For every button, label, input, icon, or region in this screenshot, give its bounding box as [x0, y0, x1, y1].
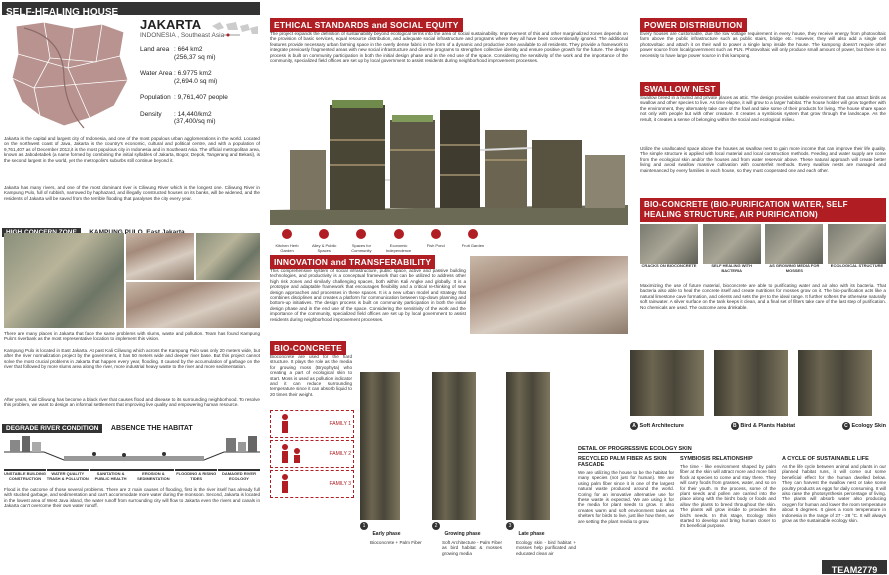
degrade-labels: [4, 469, 260, 481]
stat-row: Density : 14,440/km2 (37,400/sq mi): [140, 110, 216, 125]
kampung-pulo-photo-1: [126, 233, 194, 280]
phase-3-desc: Ecology skin - bird habitat + mosses help purificated and educated clean air: [516, 540, 576, 556]
bacteria-image: [703, 224, 761, 264]
community-icon: [356, 229, 366, 239]
legend-item: B Bird & Plants Habitat: [731, 422, 795, 430]
phase-3-caption: [506, 522, 576, 556]
icon-item: Fish Pond: [419, 226, 453, 253]
family-3-label: FAMILY 3: [329, 481, 351, 487]
phase-1-number: 1: [360, 522, 368, 530]
phase-2-caption: [432, 522, 502, 556]
phase-3-name: Late phase: [518, 531, 545, 537]
phase-3-number: 3: [506, 522, 514, 530]
detail-title: DETAIL OF PROGRESSIVE ECOLOGY SKIN: [578, 446, 692, 452]
degrade-label: SANITATION & PUBLIC HEALTH: [90, 469, 132, 481]
family-2-row: [270, 440, 354, 468]
header-bar: [2, 2, 260, 18]
degrade-label: DAMAGED RIVER ECOLOGY: [218, 469, 260, 481]
legend-item: A Soft Architecture: [630, 422, 684, 430]
phase-2-tower: [432, 372, 476, 520]
cracks-image: [640, 224, 698, 264]
innovation-title: INNOVATION and TRANSFERABILITY: [270, 255, 435, 269]
icon-item: Kitchen Herb Garden: [270, 226, 304, 253]
city-subtitle: INDONESIA , Southeast Asia: [140, 32, 225, 39]
swallow-paragraph-2: Utilize the unallocated space above the houses as swallow nest to gain more income that can improve their life quality. The simple structure is applied with local material and local construction methods. Feeding and water supply are come from the ecological skin and/or the houses and from water reservoir above. These natural approach will create better living and avoid swallow massive cultivation with counterfeit methods. Every swallow nests are managed and maintenanced by every families in each house, so they must cooperated one and each other.: [640, 146, 886, 173]
family-1-label: FAMILY 1: [329, 421, 351, 427]
phase-2-desc: Soft Architecture - Palm Fiber as bird habitat & mosses growing media: [442, 540, 502, 556]
detail-c-image: [798, 350, 872, 416]
herb-garden-icon: [282, 229, 292, 239]
bio-thumb-item: ECOLOGICAL STRUCTURE: [828, 224, 886, 273]
public-space-icon: [319, 229, 329, 239]
family-section-diagram: [270, 410, 354, 500]
ethical-title: ETHICAL STANDARDS and SOCIAL EQUITY: [270, 18, 463, 32]
innovation-render: [470, 256, 628, 334]
ethical-icons: [270, 226, 490, 253]
jakarta-paragraph-2: Jakarta has many rivers, and one of the most dominant river is Ciliwung River which is the longest one. Ciliwung River in Kampung Pulo, full of rubbish, narrowed by haphazard, and illegally constructed houses on its banks, will be widened, and the residents of Jakarta will be saved from the terrible flooding that paralyses the city every year.: [4, 185, 260, 201]
phase-1-name: Early phase: [372, 531, 401, 537]
icon-item: Fruit Garden: [456, 226, 490, 253]
stat-row: Land area : 664 km2 (256,37 sq mi): [140, 46, 216, 61]
family-1-row: [270, 410, 354, 438]
detail-col-2: SYMBIOSIS RELATIONSHIP The time - like environment shaped by palm fiber at the skin will attract more and more bird flock at species to come and stay there. They will carry foods from grasses, water, and so on for their youth. In the process, some of the plant seeds and pollen are carried into the place along with the bird's body or foods and allow the plants to breed throughout the skin. The plants will grow inside to provides the bird's needs. In this stage, Ecology Skin started to develop and bring human closer to it's beneficial purpose.: [680, 456, 776, 529]
detail-col-1: RECYCLED PALM FIBER AS SKIN FASCADE We are utilizing the house to be the habitat for many species (not just for human). We are using palm fiber since it is one of the largest natural waste produced around the world. Coring for an innovative alternative use for these waste is expected. We are using it for the media for plant seeds to grow. It also creates warm and soft environment takes as shelters for birds to live, just like how them, we are setting the plant media to grow.: [578, 456, 674, 524]
detail-legend: [630, 422, 886, 430]
bio-left-paragraph: Bioconcrete are used for the hard structure. It plays the role as the media for growing moss (Bryophyta) who creating a part of ecological skin to start. Moss is used as pollution indicator and it can reduce surrounding temperature since it can absorb liquid to 20 times their weight.: [270, 354, 352, 397]
icon-item: Spaces for Community: [344, 226, 378, 253]
team-badge: [822, 560, 887, 574]
river-section-diagram: [4, 430, 260, 468]
bio-right-thumbs: [640, 224, 886, 273]
legend-item: C Ecology Skin: [842, 422, 886, 430]
phase-3-tower: [506, 372, 550, 520]
high-concern-paragraph-2: Kampung Pulo is located in East Jakarta. At past Kali Ciliwung which across the Kampung Pulo was only 20 meters wide, but after the river normalization project by the government, it has 50 meters wide and deeper river base. But this project cannot solve the most crucial problems in Jakarta that happen every year, flooding. It caused by the accumulation of garbage on the river that followed by more slums area along the river, more industrial heavy waste to the river and more sedimentation.: [4, 348, 260, 370]
high-concern-paragraph-1: There are many places in Jakarta that face the same problems with slums, waste and pollution. Team has found Kampung Pulo's riverbank as the most representative location to implement this vision.: [4, 331, 260, 342]
phase-1-desc: Bioconcrete + Palm Fiber: [370, 540, 422, 545]
eco-structure-image: [828, 224, 886, 264]
detail-b-image: [714, 350, 788, 416]
stat-row: Water Area : 6.9775 km2 (2,694.0 sq mi): [140, 70, 218, 85]
icon-item: Economic Independence: [382, 226, 416, 253]
power-paragraph: Every houses are customable, due the low voltage requirement in every house, they receive energy from photovoltaic farm above the public infrastructure such as public stairs, bridge etc. However, they will also add a single cell photovoltaic and attach it on their wall to power a single lamp inside the house. The kampong doesn't require other power source from local/government such as PLN. Photovoltaic will only produce small amount of power, but there is no necessity to have large power source in this kampong.: [640, 31, 886, 58]
phase-2-name: Growing phase: [444, 531, 481, 537]
degrade-paragraph: Flood is the outcome of those several problems. There are 2 main causes of flooding, first is the river itself has already full with stucked garbage, and sedimentation and can't accommodate more water during the monsoon. Second, Jakarta is located in the lowest area of West Java island, the water runoff from surrounding city will flow to Jakarta even the rivers and canals in Jakarta can't overcome their own water runoff.: [4, 487, 260, 509]
team-number: TEAM2779: [831, 565, 878, 575]
kampung-pulo-photo-3: [126, 282, 260, 328]
page-title: SELF-HEALING HOUSE: [6, 7, 119, 18]
high-concern-paragraph-3: After years, Kali Ciliwung has become a black river that causes flood and disease to its surrounding neighborhood. To resolve this problem, we want to design an informal settlement that improving live quality and empowering human resource.: [4, 397, 260, 408]
ethical-paragraph: The project expands the definition of sustainability beyond ecological terms into the area of social sustainability. Improvement of this and other marginalized zones depends on the provision of basic services, equal resource distribution, and adequate social infrastructure and programs where they all have been conventionally ignored. The additional features provide necessary urban farming space in the overly dense fabric in the form of a dynamic and productive zone available to all residents. They provide a framework to integrate previously fragmented areas with new social infrastructure and diverse programs to strengthen collective identity and ensure positive growth for the future. The design process is built on community participation in both the initial design phase and in the end use of the space. Considering the sensitivity of the work and the importance of the community, specialized field offices are set up by local government to assist residents during neighborhood improvement processes.: [270, 31, 628, 64]
stat-row: Population : 9,761,407 people: [140, 94, 228, 101]
bio-right-title: BIO-CONCRETE (BIO-PURIFICATION WATER, SELF HEALING STRUCTURE, AIR PURIFICATION): [640, 198, 886, 222]
bio-left-title: BIO-CONCRETE: [270, 341, 346, 355]
phase-2-number: 2: [432, 522, 440, 530]
bio-right-paragraph: Maximizing the use of future material, bioconcrete are able to purificating water and air also with its bacteria. That bacteria also able to heal the concrete itself and create nutritions for mosses grow on it. The bio-purification acts like a natural limestone cave formation, and orients and sets the pH to the ideal range. It further softens the otherwise naturally soft rainwater. A silver surface on the tank keeps it clean, and a final set of filters take care of the last step of purification. No chemicals are used. The outcome area drinkable.: [640, 283, 886, 310]
degrade-label: WATER QUALITY TRASH & POLLUTION: [46, 471, 89, 481]
kampung-pulo-photo-2: [196, 233, 260, 280]
jakarta-map: [4, 18, 132, 132]
project-rendering: [270, 90, 628, 225]
kampung-pulo-aerial-photo: [4, 233, 124, 328]
power-title: POWER DISTRIBUTION: [640, 18, 747, 32]
phase-1-caption: [360, 522, 430, 545]
city-name: JAKARTA: [140, 17, 202, 32]
skin-detail-render: [578, 350, 886, 420]
innovation-paragraph: This comprehensive system of social infrastructure, public space, active and passive building technologies, and productivity is a conceptual framework that can be utilized to address other high risk zones and similarly challenging spaces, both within Kali Angke and globally. It is a prototype and adaptable framework that encourages flexibility and a critical re-thinking of new design approaches and processes in these spaces. It is a new urban model and strategy that combines disciplines and creates a platform for communication between top-down planning and bottom-up initiatives. The design process is built on community participation in both the initial design phase and in the end use of the space. Considering the sensitivity of the work and the importance of the community, specialized field offices are set up by local government to assist residents during neighborhood improvement processes.: [270, 268, 466, 322]
fish-pond-icon: [431, 229, 441, 239]
degrade-header: [2, 417, 260, 432]
degrade-label: UNSTABLE BUILDING CONSTRUCTION: [4, 471, 46, 481]
bio-thumb-item: SELF HEALING WITH BACTERIA: [703, 224, 761, 273]
degrade-label: EROSION & SEDIMENTATION: [132, 469, 174, 481]
jakarta-paragraph-1: Jakarta is the capital and largest city of Indonesia, and one of the most populous urban agglomerations in the world. Located on the northwest coast of Java, Jakarta is the country's economic, cultural and political centre, and with a population of 9,761,407 as of December 2012,it is the most populous city in Indonesia and in Southeast Asia. The official metropolitan area, known as Jabodetabek (a name formed by combining the initial syllables of Jakarta, Bogor, Depok, Tangerang and Bekasi), is the second largest in the world, yet the metropolis's suburbs still continue beyond it.: [4, 136, 260, 163]
detail-col-3: A CYCLE OF SUSTAINABLE LIFE As the life cycle between animal and plants in our planned habitat runs, it will come out some beneficial effect for the human dwelled below. They can harvest the swallow nest or take some poultry products as eggs for daily consuming. It will also raise the photosynthesis percentage of living. The plants will absorb water also producing oxygen for human and lower the room temperature about 5 degrees. It gives a room temperature in Indonesia in the range of 27 - 28 °C. It will always grow as the sustainable ecology skin.: [782, 456, 886, 524]
family-2-label: FAMILY 2: [329, 451, 351, 457]
detail-a-image: [630, 350, 704, 416]
degrade-title: DEGRADE RIVER CONDITION: [2, 424, 102, 433]
degrade-label: FLOODING & RISING TIDES: [176, 471, 217, 481]
economy-icon: [394, 229, 404, 239]
high-concern-header: [2, 221, 260, 231]
phase-1-tower: [360, 372, 400, 520]
stats-list: [140, 46, 260, 126]
icon-item: Alley & Public Spaces: [307, 226, 341, 253]
degrade-subtitle: ABSENCE THE HABITAT: [110, 425, 193, 432]
swallow-paragraph-1: Swallow breed in a humid and private places as attic. The design provides suitable environment that can attract birds as swallow and other species to live. As time elapse, it will grow to a larger habitat. The house holder will grow together with the environment, they alternately take care of the fowl and take some of their products for living. The house share space not only with people but with other creature. It creates a symbiosis system that grow through the landscape. As the result, it creates a sense of belonging within the social and ecological milieu.: [640, 95, 886, 122]
swallow-title: SWALLOW NEST: [640, 82, 720, 96]
bio-thumb-item: AS GROWING MEDIA FOR MOSSES: [765, 224, 823, 273]
fruit-garden-icon: [468, 229, 478, 239]
family-3-row: [270, 470, 354, 498]
bio-thumb-item: CRACKS ON BIOCONCRETE: [640, 224, 698, 273]
moss-media-image: [765, 224, 823, 264]
